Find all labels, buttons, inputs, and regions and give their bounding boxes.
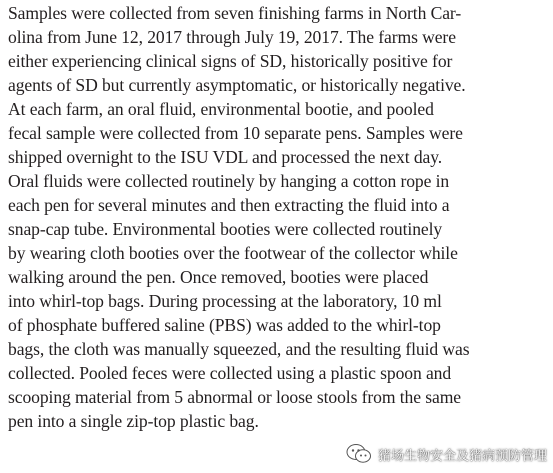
watermark (346, 441, 547, 467)
paragraph-line: pen into a single zip-top plastic bag. (8, 411, 259, 431)
paragraph-line: At each farm, an oral fluid, environmental bootie, and pooled (8, 99, 434, 119)
wechat-icon (346, 443, 372, 465)
paragraph-line: agents of SD but currently asymptomatic, or historically negative. (8, 75, 466, 95)
watermark-text: 猪场生物安全及猪病预防管理 (377, 448, 547, 464)
paragraph-line: bags, the cloth was manually squeezed, and the resulting fluid was (8, 339, 470, 359)
paragraph-line: Samples were collected from seven finishing farms in North Car- (8, 3, 462, 23)
paragraph-line: collected. Pooled feces were collected using a plastic spoon and (8, 363, 452, 383)
paragraph-line: snap-cap tube. Environmental booties were collected routinely (8, 219, 443, 239)
paragraph-line: Oral fluids were collected routinely by hanging a cotton rope in (8, 171, 450, 191)
paragraph-line: of phosphate buffered saline (PBS) was added to the whirl-top (8, 315, 441, 335)
paragraph-line: scooping material from 5 abnormal or loose stools from the same (8, 387, 461, 407)
paragraph-line: either experiencing clinical signs of SD, historically positive for (8, 51, 453, 71)
paragraph-line: into whirl-top bags. During processing at the laboratory, 10 ml (8, 291, 442, 311)
paragraph-line: by wearing cloth booties over the footwear of the collector while (8, 243, 458, 263)
document-page (8, 2, 553, 473)
paragraph-line: each pen for several minutes and then extracting the fluid into a (8, 195, 450, 215)
paragraph-line: walking around the pen. Once removed, booties were placed (8, 267, 429, 287)
paragraph-line: olina from June 12, 2017 through July 19, 2017. The farms were (8, 27, 456, 47)
paragraph-line: fecal sample were collected from 10 separate pens. Samples were (8, 123, 463, 143)
paragraph-line: shipped overnight to the ISU VDL and processed the next day. (8, 147, 443, 167)
